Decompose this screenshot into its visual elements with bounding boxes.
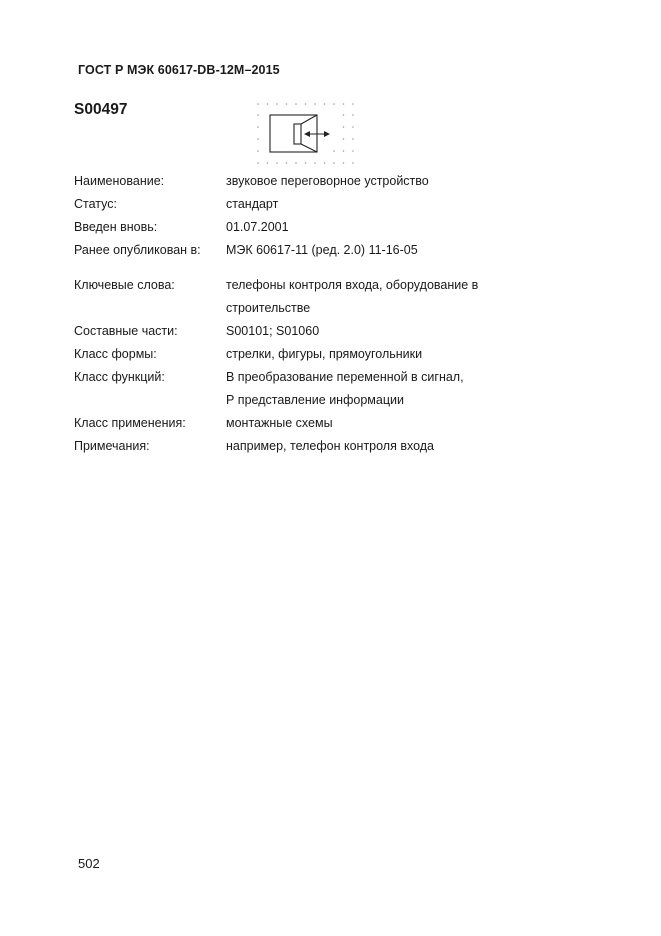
property-label: Составные части: (74, 324, 178, 338)
property-value (226, 274, 534, 320)
standard-title: ГОСТ Р МЭК 60617-DB-12M–2015 (78, 63, 280, 77)
property-row-introduced (74, 216, 534, 239)
value-line: МЭК 60617-11 (ред. 2.0) 11-16-05 (226, 243, 418, 257)
property-label: Ключевые слова: (74, 278, 175, 292)
value-line: стрелки, фигуры, прямоугольники (226, 347, 423, 361)
value-line: монтажные схемы (226, 416, 333, 430)
property-row-function-class (74, 366, 534, 412)
property-label: Класс функций: (74, 370, 165, 384)
intercom-speaker-symbol-icon (252, 98, 362, 168)
value-line: звуковое переговорное устройство (226, 174, 429, 188)
property-row-application-class (74, 412, 534, 435)
property-value (226, 239, 534, 262)
value-line: строительстве (226, 301, 311, 315)
value-line: стандарт (226, 197, 279, 211)
property-value (226, 193, 534, 216)
property-row-shape-class (74, 343, 534, 366)
property-label: Примечания: (74, 439, 150, 453)
property-row-keywords (74, 274, 534, 320)
value-line: Р представление информации (226, 393, 404, 407)
value-line: например, телефон контроля входа (226, 439, 435, 453)
property-row-name (74, 170, 534, 193)
property-label: Введен вновь: (74, 220, 158, 234)
properties-table (74, 170, 534, 458)
value-line: В преобразование переменной в сигнал, (226, 370, 464, 384)
symbol-code: S00497 (74, 101, 128, 118)
property-label: Наименование: (74, 174, 165, 188)
property-label: Ранее опубликован в: (74, 243, 201, 257)
property-label: Статус: (74, 197, 117, 211)
property-row-notes (74, 435, 534, 458)
property-value (226, 320, 534, 343)
property-label: Класс формы: (74, 347, 157, 361)
property-value (226, 412, 534, 435)
property-value (226, 435, 534, 458)
property-row-status (74, 193, 534, 216)
property-value (226, 343, 534, 366)
property-value (226, 216, 534, 239)
property-value (226, 366, 534, 412)
value-line: телефоны контроля входа, оборудование в (226, 278, 479, 292)
property-value (226, 170, 534, 193)
property-row-previously-published (74, 239, 534, 262)
value-line: 01.07.2001 (226, 220, 289, 234)
property-row-components (74, 320, 534, 343)
value-line: S00101; S01060 (226, 324, 320, 338)
page-number: 502 (78, 856, 100, 871)
property-label: Класс применения: (74, 416, 186, 430)
